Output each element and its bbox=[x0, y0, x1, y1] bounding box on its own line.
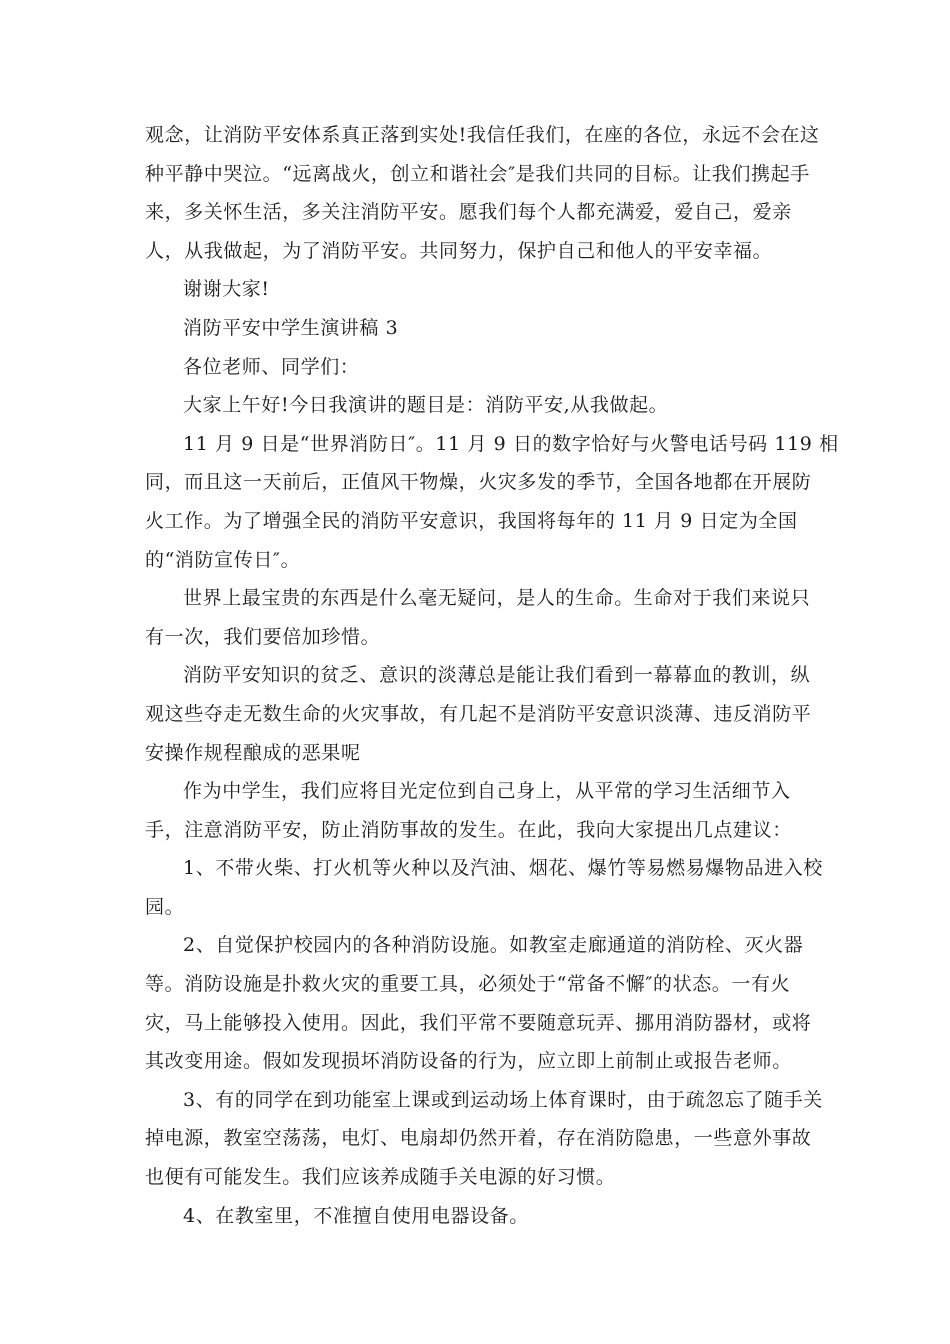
text-line: 安操作规程酿成的恶果呢 bbox=[145, 741, 361, 764]
text-line: 来，多关怀生活，多关注消防平安。愿我们每个人都充满爱，爱自己，爱亲 bbox=[145, 201, 792, 224]
text-line: 消防平安中学生演讲稿 3 bbox=[183, 316, 399, 339]
text-line: 大家上午好!今日我演讲的题目是：消防平安,从我做起。 bbox=[183, 394, 669, 417]
text-line: 作为中学生，我们应将目光定位到自己身上，从平常的学习生活细节入 bbox=[183, 780, 791, 803]
text-line: 其改变用途。假如发现损坏消防设备的行为，应立即上前制止或报告老师。 bbox=[145, 1050, 792, 1073]
text-line: 有一次，我们要倍加珍惜。 bbox=[145, 625, 381, 648]
text-line: 火工作。为了增强全民的消防平安意识，我国将每年的 11 月 9 日定为全国 bbox=[145, 509, 798, 532]
text-line: 园。 bbox=[145, 895, 185, 918]
text-line: 1、不带火柴、打火机等火种以及汽油、烟花、爆竹等易燃易爆物品进入校 bbox=[183, 857, 823, 880]
text-line: 世界上最宝贵的东西是什么毫无疑问，是人的生命。生命对于我们来说只 bbox=[183, 587, 811, 610]
text-line: 人，从我做起，为了消防平安。共同努力，保护自己和他人的平安幸福。 bbox=[145, 239, 773, 262]
text-line: 11 月 9 日是“世界消防日″。11 月 9 日的数字恰好与火警电话号码 119 相 bbox=[183, 432, 839, 455]
text-line: 观念，让消防平安体系真正落到实处!我信任我们，在座的各位，永远不会在这 bbox=[145, 124, 820, 146]
text-line: 的“消防宣传日″。 bbox=[145, 548, 301, 571]
text-line: 同，而且这一天前后，正值风干物燥，火灾多发的季节，全国各地都在开展防 bbox=[145, 471, 812, 494]
text-line: 观这些夺走无数生命的火灾事故，有几起不是消防平安意识淡薄、违反消防平 bbox=[145, 702, 812, 725]
text-line: 种平静中哭泣。“远离战火，创立和谐社会″是我们共同的目标。让我们携起手 bbox=[145, 162, 810, 185]
text-line: 3、有的同学在到功能室上课或到运动场上体育课时，由于疏忽忘了随手关 bbox=[183, 1088, 823, 1111]
text-line: 2、自觉保护校园内的各种消防设施。如教室走廊通道的消防栓、灭火器 bbox=[183, 934, 804, 957]
text-line: 手，注意消防平安，防止消防事故的发生。在此，我向大家提出几点建议： bbox=[145, 818, 792, 841]
text-line: 掉电源，教室空荡荡，电灯、电扇却仍然开着，存在消防隐患，一些意外事故 bbox=[145, 1127, 812, 1150]
text-line: 消防平安知识的贫乏、意识的淡薄总是能让我们看到一幕幕血的教训，纵 bbox=[183, 664, 811, 687]
text-line: 各位老师、同学们： bbox=[183, 355, 360, 378]
text-line: 也便有可能发生。我们应该养成随手关电源的好习惯。 bbox=[145, 1166, 616, 1189]
text-line: 谢谢大家! bbox=[183, 278, 270, 301]
text-line: 灾，马上能够投入使用。因此，我们平常不要随意玩弄、挪用消防器材，或将 bbox=[145, 1011, 812, 1034]
document-body bbox=[145, 116, 839, 1235]
text-line: 4、在教室里，不准擅自使用电器设备。 bbox=[183, 1204, 529, 1227]
text-line: 等。消防设施是扑救火灾的重要工具，必须处于“常备不懈″的状态。一有火 bbox=[145, 973, 791, 996]
